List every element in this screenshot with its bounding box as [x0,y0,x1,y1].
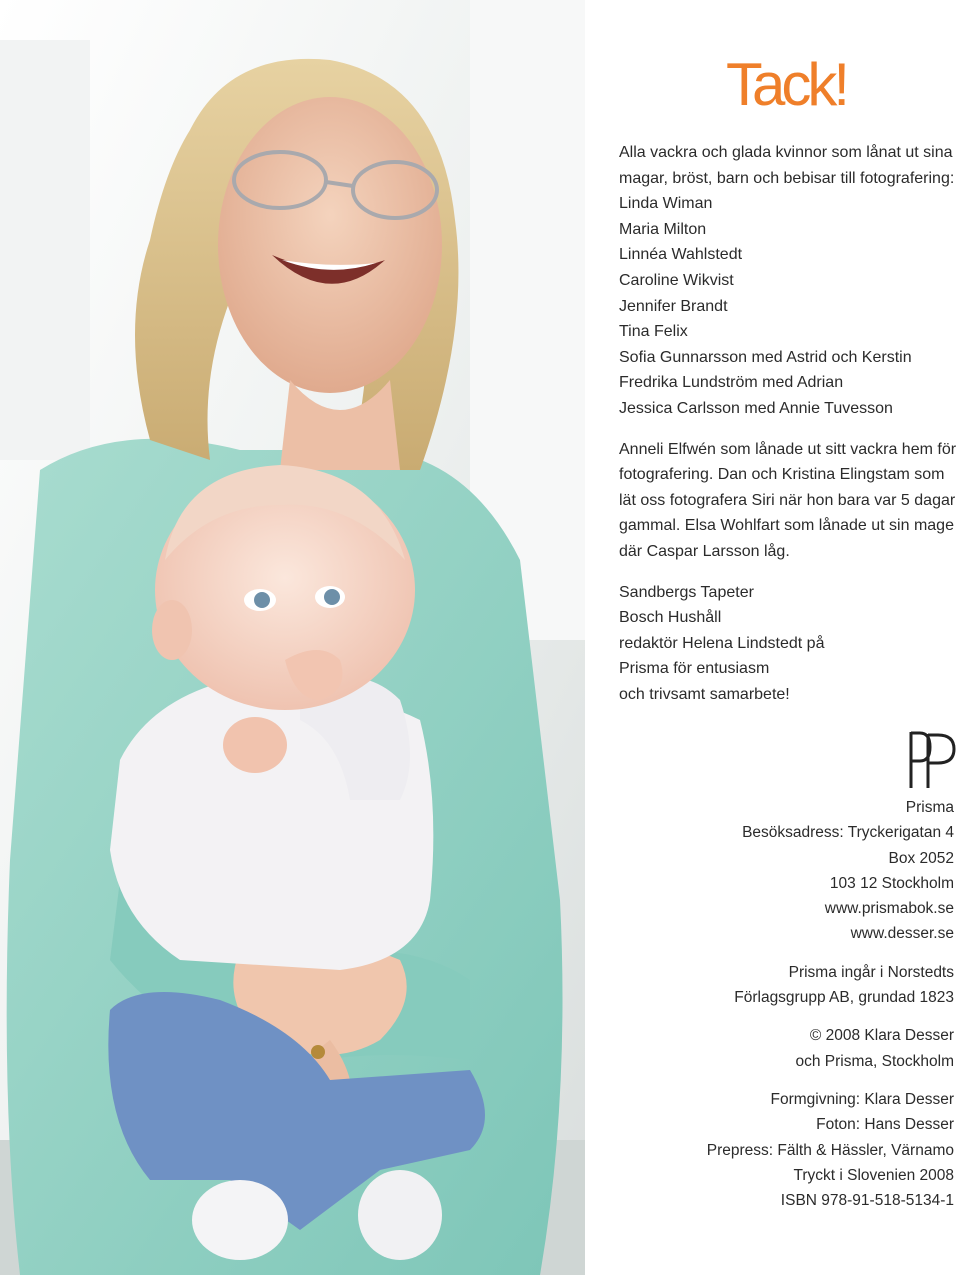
credits-line: där Caspar Larsson låg. [619,542,790,560]
publisher-address [614,795,954,947]
po-box: Box 2052 [888,849,954,867]
group-line: Förlagsgrupp AB, grundad 1823 [734,989,954,1007]
credits-line: Linnéa Wahlstedt [619,246,743,264]
credits-line: redaktör Helena Lindstedt på [619,634,825,652]
postal-city: 103 12 Stockholm [829,874,954,892]
credits-line: Bosch Hushåll [619,609,722,627]
copyright-line: och Prisma, Stockholm [795,1052,954,1070]
prisma-logo-icon [908,730,956,790]
copyright-line: © 2008 Klara Desser [809,1027,954,1045]
credits-line: Maria Milton [619,220,707,238]
visiting-address: Besöksadress: Tryckerigatan 4 [742,824,954,842]
credits-models [619,140,955,422]
group-line: Prisma ingår i Norstedts [788,963,954,981]
credits-line: Prisma för entusiasm [619,660,770,678]
publisher-group [614,960,954,1011]
page-title: Tack! [726,51,847,118]
credits-line: Linda Wiman [619,195,713,213]
credits-line: Tina Felix [619,323,688,341]
credits-line: Jessica Carlsson med Annie Tuvesson [619,399,893,417]
credits-line: magar, bröst, barn och bebisar till fotografering: [619,169,955,187]
website-link[interactable]: www.desser.se [850,925,954,943]
production-credits [614,1087,954,1213]
publisher-name: Prisma [905,799,954,816]
colophon [614,795,954,1226]
credits-home [619,437,955,565]
credits-line: lät oss fotografera Siri när hon bara var 5 dagar [619,491,956,509]
credits-line: Caroline Wikvist [619,271,734,289]
credits-line: och trivsamt samarbete! [619,685,790,703]
credits-line: Jennifer Brandt [619,297,728,315]
credits-line: gammal. Elsa Wohlfart som lånade ut sin mage [619,517,954,535]
credits-line: fotografering. Dan och Kristina Elingstam som [619,466,945,484]
website-link[interactable]: www.prismabok.se [824,900,954,918]
production-line: Tryckt i Slovenien 2008 [793,1166,954,1184]
production-line: Prepress: Fälth & Hässler, Värnamo [706,1141,954,1159]
copyright [614,1023,954,1074]
credits-line: Sofia Gunnarsson med Astrid och Kerstin [619,348,912,366]
credits-line: Anneli Elfwén som lånade ut sitt vackra hem för [619,440,957,458]
isbn: ISBN 978-91-518-5134-1 [780,1192,954,1210]
credits-line: Fredrika Lundström med Adrian [619,374,844,392]
production-line: Foton: Hans Desser [816,1116,954,1134]
credits-line: Sandbergs Tapeter [619,583,754,601]
production-line: Formgivning: Klara Desser [770,1090,954,1108]
credits-line: Alla vackra och glada kvinnor som lånat ut sina [619,144,953,161]
acknowledgements [619,140,955,722]
credits-partners [619,580,955,708]
